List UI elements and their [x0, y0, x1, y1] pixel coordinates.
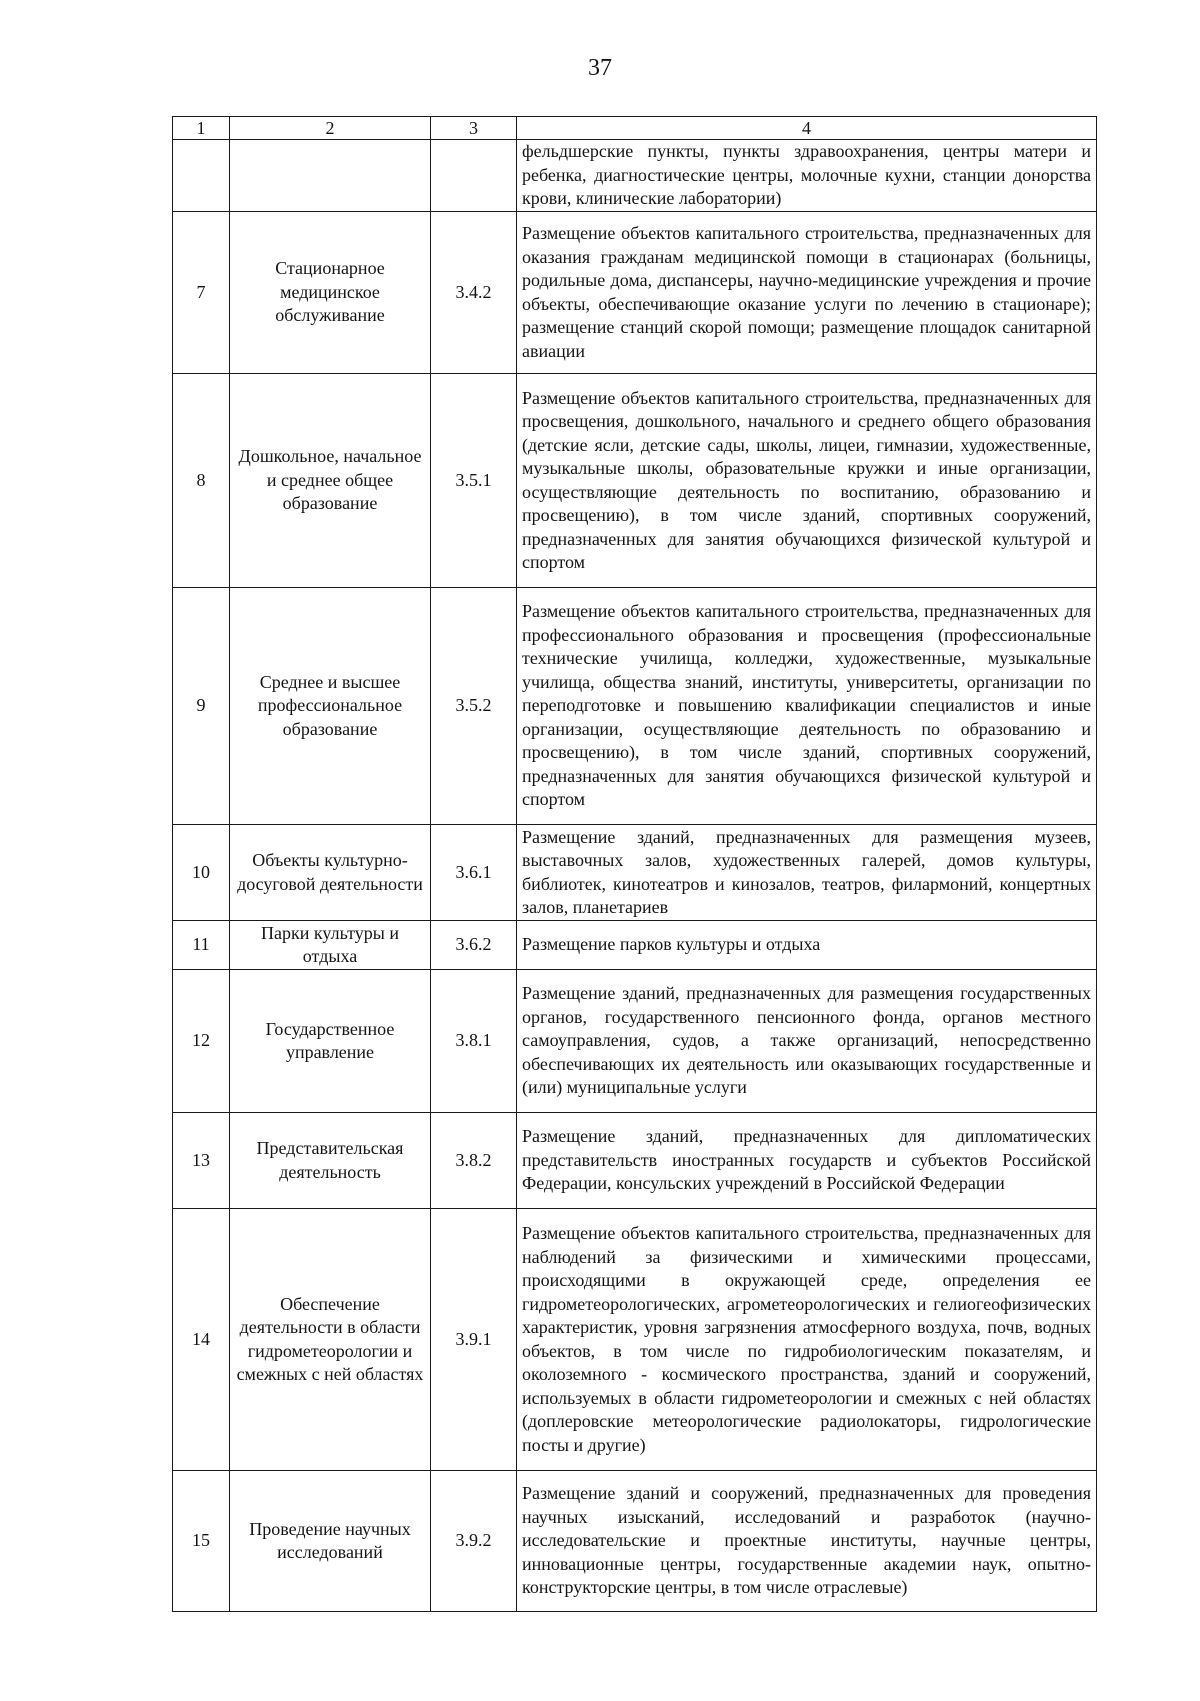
land-use-table	[172, 116, 1097, 1612]
use-type-name: Среднее и высшее профессиональное образование	[230, 588, 431, 825]
row-number: 12	[173, 970, 230, 1113]
use-type-description: Размещение зданий и сооружений, предназначенных для проведения научных изысканий, исследований и разработок (научно-исследовательские и проектные институты, научные центры, инновационные центры, государственные академии наук, опытно-конструкторские центры, в том числе отраслевые)	[517, 1471, 1097, 1612]
use-type-code: 3.4.2	[431, 212, 517, 374]
use-type-name: Государственное управление	[230, 970, 431, 1113]
use-type-code	[431, 140, 517, 212]
use-type-name: Представительская деятельность	[230, 1113, 431, 1209]
use-type-description: Размещение объектов капитального строительства, предназначенных для профессионального образования и просвещения (профессиональные технические училища, колледжи, художественные, музыкальные училища, общества знаний, институты, университеты, организации по переподготовке и повышению квалификации специалистов и иные организации, осуществляющие деятельность по образованию и просвещению), в том числе зданий, спортивных сооружений, предназначенных для занятия обучающихся физической культурой и спортом	[517, 588, 1097, 825]
use-type-description: Размещение зданий, предназначенных для дипломатических представительств иностранных государств и субъектов Российской Федерации, консульских учреждений в Российской Федерации	[517, 1113, 1097, 1209]
use-type-description: Размещение объектов капитального строительства, предназначенных для оказания гражданам медицинской помощи в стационарах (больницы, родильные дома, диспансеры, научно-медицинские учреждения и прочие объекты, обеспечивающие оказание услуги по лечению в стационаре); размещение станций скорой помощи; размещение площадок санитарной авиации	[517, 212, 1097, 374]
use-type-description: Размещение объектов капитального строительства, предназначенных для просвещения, дошкольного, начального и среднего общего образования (детские ясли, детские сады, школы, лицеи, гимназии, художественные, музыкальные школы, образовательные кружки и иные организации, осуществляющие деятельность по воспитанию, образованию и просвещению), в том числе зданий, спортивных сооружений, предназначенных для занятия обучающихся физической культурой и спортом	[517, 374, 1097, 588]
row-number: 14	[173, 1209, 230, 1471]
table-row	[173, 825, 1097, 921]
use-type-name: Объекты культурно-досуговой деятельности	[230, 825, 431, 921]
row-number: 7	[173, 212, 230, 374]
use-type-name: Обеспечение деятельности в области гидрометеорологии и смежных с ней областях	[230, 1209, 431, 1471]
table-row	[173, 212, 1097, 374]
row-number: 11	[173, 921, 230, 970]
use-type-description: Размещение зданий, предназначенных для размещения музеев, выставочных залов, художественных галерей, домов культуры, библиотек, кинотеатров и кинозалов, театров, филармоний, концертных залов, планетариев	[517, 825, 1097, 921]
use-type-description: Размещение объектов капитального строительства, предназначенных для наблюдений за физическими и химическими процессами, происходящими в окружающей среде, определения ее гидрометеорологических, агрометеорологических и гелиогеофизических характеристик, уровня загрязнения атмосферного воздуха, почв, водных объектов, в том числе по гидробиологическим показателям, и околоземного - космического пространства, зданий и сооружений, используемых в области гидрометеорологии и смежных с ней областях (доплеровские метеорологические радиолокаторы, гидрологические посты и другие)	[517, 1209, 1097, 1471]
page-number: 37	[588, 55, 612, 81]
row-number: 9	[173, 588, 230, 825]
use-type-code: 3.6.2	[431, 921, 517, 970]
row-number	[173, 140, 230, 212]
use-type-name: Дошкольное, начальное и среднее общее образование	[230, 374, 431, 588]
header-cell-3: 3	[431, 117, 517, 140]
row-number: 13	[173, 1113, 230, 1209]
table-row	[173, 588, 1097, 825]
table-row	[173, 140, 1097, 212]
table-row	[173, 970, 1097, 1113]
table-row	[173, 921, 1097, 970]
table-header-row	[173, 117, 1097, 140]
row-number: 10	[173, 825, 230, 921]
use-type-description: Размещение зданий, предназначенных для размещения государственных органов, государственного пенсионного фонда, органов местного самоуправления, судов, а также организаций, непосредственно обеспечивающих их деятельность или оказывающих государственные и (или) муниципальные услуги	[517, 970, 1097, 1113]
table-row	[173, 374, 1097, 588]
table-row	[173, 1471, 1097, 1612]
header-cell-4: 4	[517, 117, 1097, 140]
table-row	[173, 1113, 1097, 1209]
use-type-name: Проведение научных исследований	[230, 1471, 431, 1612]
use-type-code: 3.9.2	[431, 1471, 517, 1612]
row-number: 8	[173, 374, 230, 588]
use-type-code: 3.6.1	[431, 825, 517, 921]
use-type-code: 3.8.1	[431, 970, 517, 1113]
use-type-name: Стационарное медицинское обслуживание	[230, 212, 431, 374]
use-type-description: Размещение парков культуры и отдыха	[517, 921, 1097, 970]
row-number: 15	[173, 1471, 230, 1612]
use-type-code: 3.5.1	[431, 374, 517, 588]
use-type-code: 3.5.2	[431, 588, 517, 825]
header-cell-2: 2	[230, 117, 431, 140]
use-type-code: 3.8.2	[431, 1113, 517, 1209]
header-cell-1: 1	[173, 117, 230, 140]
use-type-description: фельдшерские пункты, пункты здравоохранения, центры матери и ребенка, диагностические центры, молочные кухни, станции донорства крови, клинические лаборатории)	[517, 140, 1097, 212]
use-type-code: 3.9.1	[431, 1209, 517, 1471]
use-type-name: Парки культуры и отдыха	[230, 921, 431, 970]
use-type-name	[230, 140, 431, 212]
table-row	[173, 1209, 1097, 1471]
